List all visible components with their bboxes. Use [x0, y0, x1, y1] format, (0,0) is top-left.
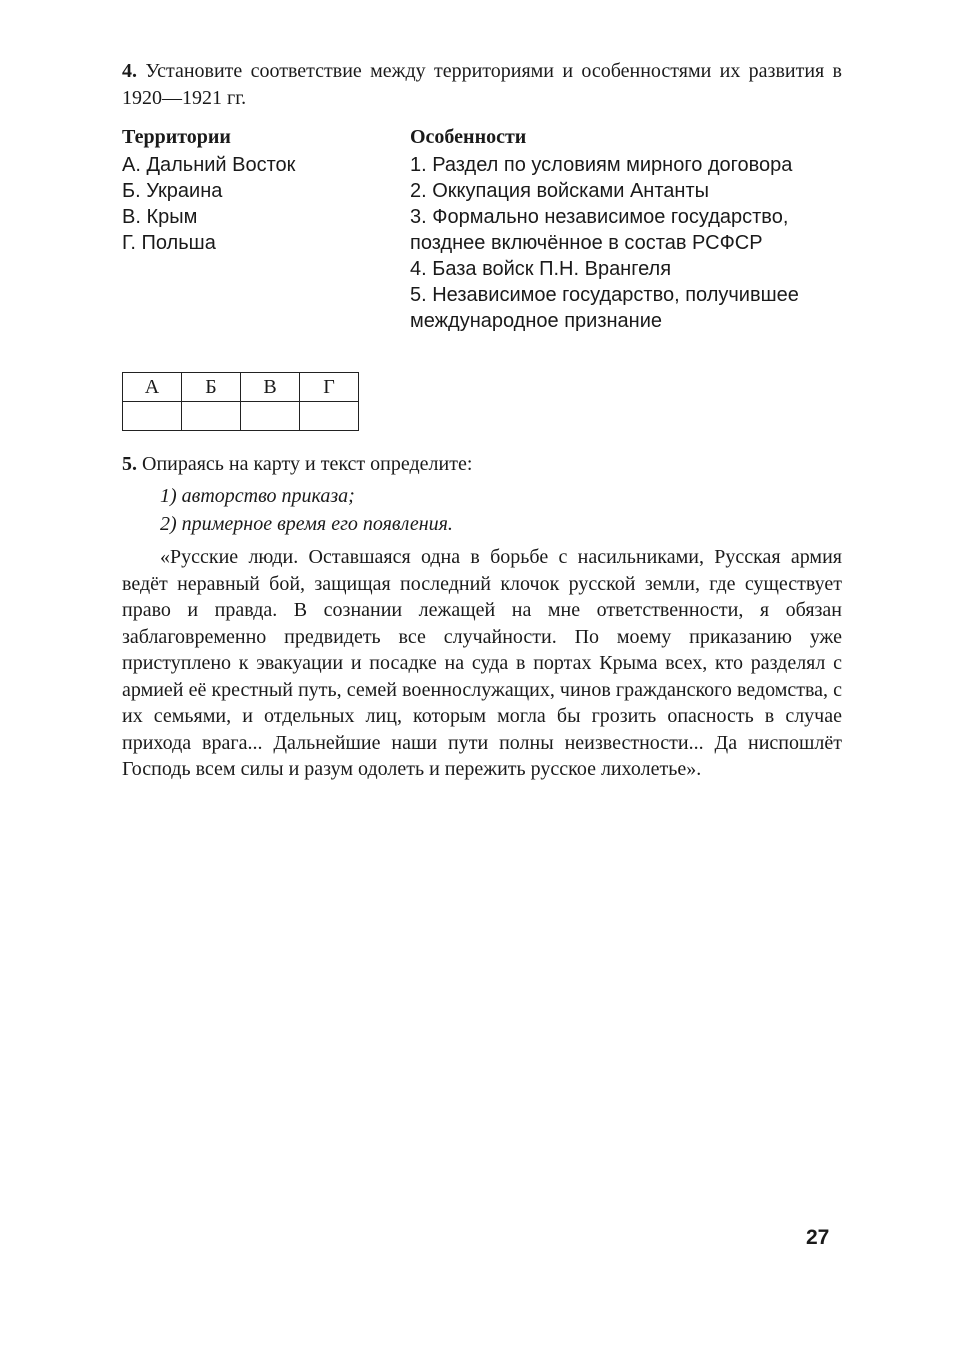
territory-item: В. Крым	[122, 206, 198, 228]
matching-columns	[122, 124, 842, 346]
task-4-intro	[122, 58, 842, 112]
answer-input-cell[interactable]	[300, 402, 359, 431]
answer-header-cell: В	[241, 373, 300, 402]
task-5-number: 5.	[122, 453, 137, 475]
order-quote: «Русские люди. Оставшаяся одна в борьбе с насильниками, Русская армия ведёт неравный бой, защищая последний клочок русской земли, где существует право и правда. В сознании лежащей на мне ответственности, я обязан заблаговременно предвидеть все случайности. По моему приказанию уже приступлено к эвакуации и посадке на суда в портах Крыма всех, кто разделял с армией её крестный путь, семей военнослужащих, чинов гражданского ведомства, с их семьями, и отдельных лиц, которым могла бы грозить опасность в случае прихода врага... Дальнейшие наши пути полны неизвестности... Да ниспошлёт Господь всем силы и разум одолеть и пережить русское лихолетье».	[122, 546, 842, 780]
territories-list	[122, 152, 392, 256]
task-5	[122, 451, 842, 783]
feature-item: 4. База войск П.Н. Врангеля	[410, 258, 672, 280]
answer-header-cell: Г	[300, 373, 359, 402]
territory-item: Г. Польша	[122, 232, 216, 254]
page-content	[122, 58, 842, 803]
answer-input-cell[interactable]	[241, 402, 300, 431]
territory-item: Б. Украина	[122, 180, 223, 202]
territories-heading: Территории	[122, 126, 231, 148]
answer-input-cell[interactable]	[123, 402, 182, 431]
answer-table	[122, 372, 359, 431]
question-item: 1) авторство приказа;	[160, 485, 355, 507]
feature-item: 2. Оккупация войсками Антанты	[410, 180, 709, 202]
feature-item: 1. Раздел по условиям мирного договора	[410, 154, 793, 176]
features-list	[410, 152, 850, 334]
features-heading: Особенности	[410, 126, 527, 148]
territory-item: А. Дальний Восток	[122, 154, 296, 176]
feature-item: 3. Формально независимое государство, позднее включённое в состав РСФСР	[410, 206, 789, 254]
task-4-number: 4.	[122, 60, 137, 82]
answer-table-input-row	[123, 402, 359, 431]
territories-column	[122, 124, 392, 256]
feature-item: 5. Независимое государство, получившее международное признание	[410, 284, 799, 332]
answer-input-cell[interactable]	[182, 402, 241, 431]
task-4-text: Установите соответствие между территориями и особенностями их развития в 1920—1921 гг.	[122, 60, 842, 109]
answer-header-cell: Б	[182, 373, 241, 402]
task-5-questions	[122, 482, 842, 538]
question-item: 2) примерное время его появления.	[160, 513, 453, 535]
task-5-intro	[122, 451, 842, 478]
page-number: 27	[806, 1226, 830, 1249]
task-4	[122, 58, 842, 431]
features-column	[410, 124, 850, 334]
answer-table-header-row	[123, 373, 359, 402]
task-5-text: Опираясь на карту и текст определите:	[142, 453, 473, 475]
answer-header-cell: А	[123, 373, 182, 402]
